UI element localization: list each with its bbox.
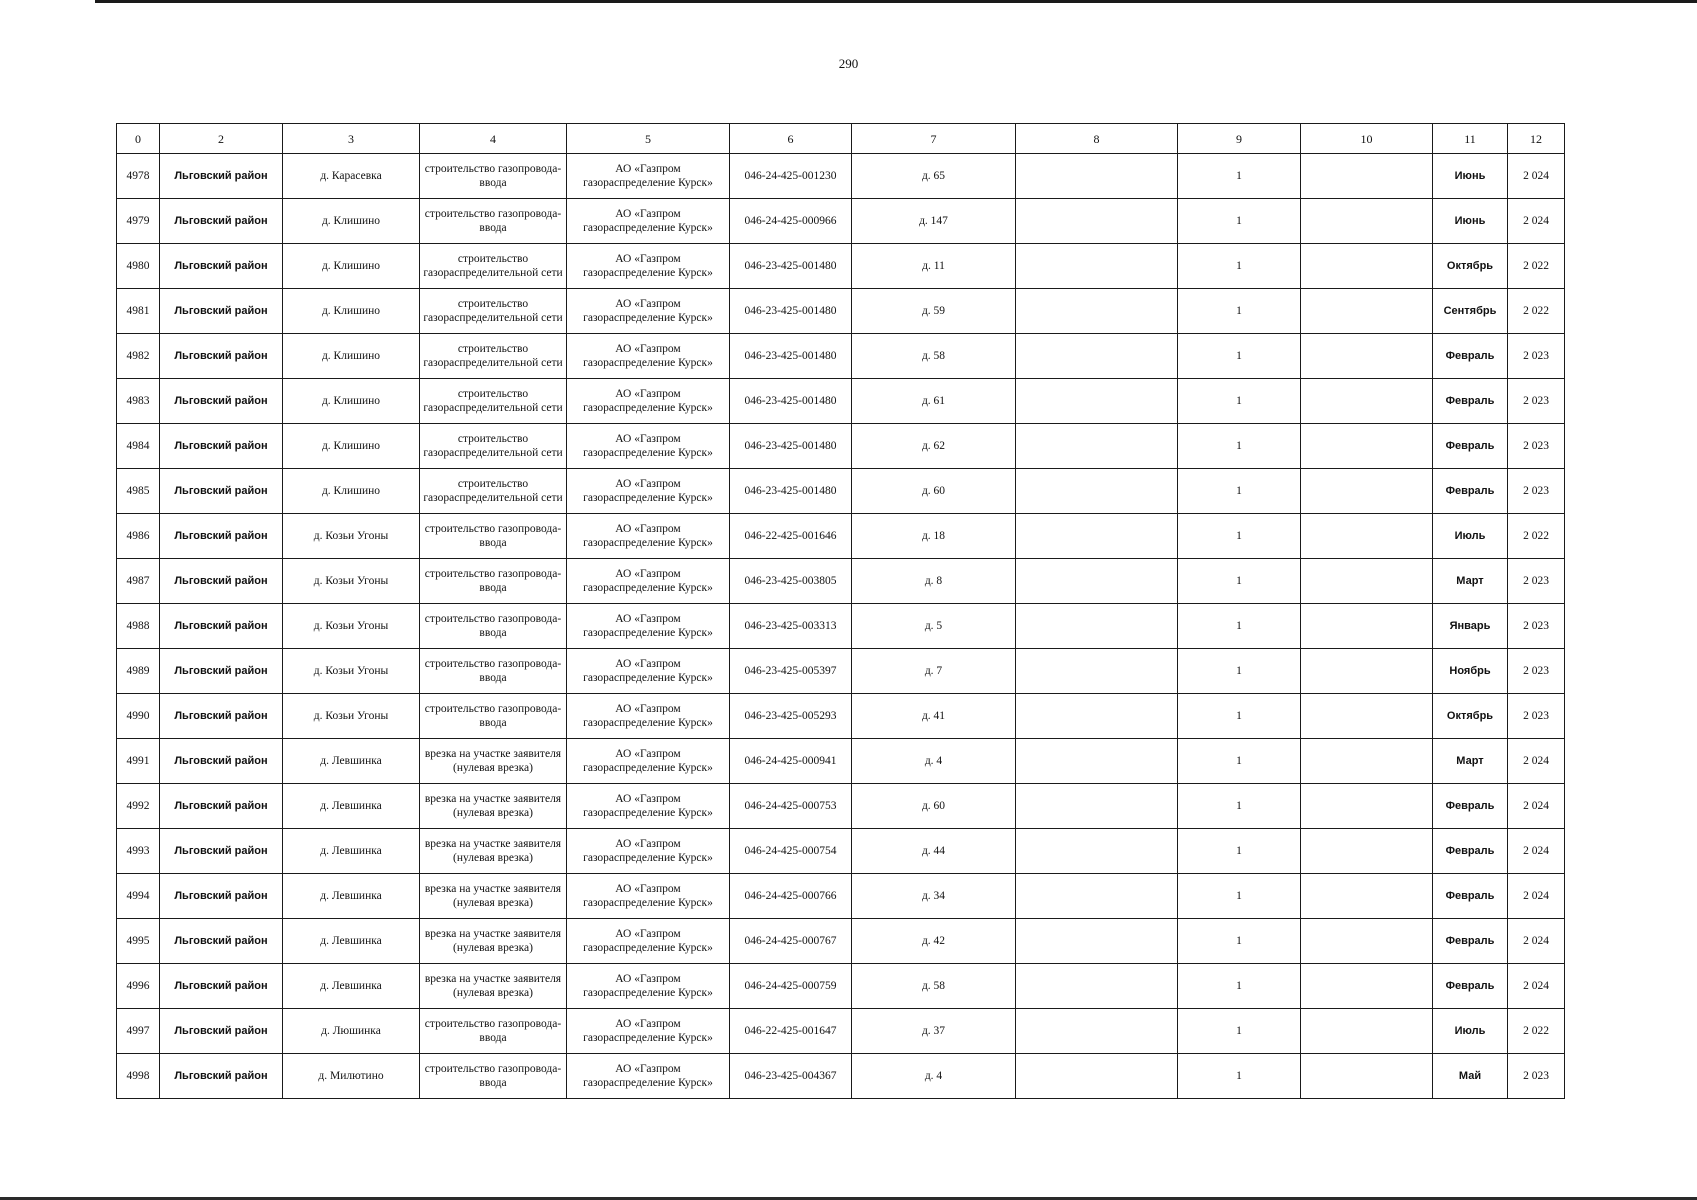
row-number: 4997 bbox=[117, 1009, 160, 1054]
organization-cell: АО «Газпром газораспределение Курск» bbox=[567, 154, 730, 199]
year-cell: 2 023 bbox=[1508, 334, 1565, 379]
column-8-cell bbox=[1016, 559, 1178, 604]
row-number: 4990 bbox=[117, 694, 160, 739]
organization-cell: АО «Газпром газораспределение Курск» bbox=[567, 649, 730, 694]
table-row bbox=[117, 649, 1565, 694]
locality-cell: д. Левшинка bbox=[283, 784, 420, 829]
quantity-cell: 1 bbox=[1178, 739, 1301, 784]
organization-cell: АО «Газпром газораспределение Курск» bbox=[567, 379, 730, 424]
row-number: 4981 bbox=[117, 289, 160, 334]
column-header: 12 bbox=[1508, 124, 1565, 154]
locality-cell: д. Клишино bbox=[283, 424, 420, 469]
row-number: 4978 bbox=[117, 154, 160, 199]
column-header: 0 bbox=[117, 124, 160, 154]
organization-cell: АО «Газпром газораспределение Курск» bbox=[567, 244, 730, 289]
district-cell: Льговский район bbox=[160, 739, 283, 784]
month-cell: Февраль bbox=[1433, 784, 1508, 829]
row-number: 4988 bbox=[117, 604, 160, 649]
year-cell: 2 022 bbox=[1508, 244, 1565, 289]
column-8-cell bbox=[1016, 829, 1178, 874]
year-cell: 2 024 bbox=[1508, 784, 1565, 829]
work-type-cell: врезка на участке заявителя (нулевая врезка) bbox=[420, 829, 567, 874]
district-cell: Льговский район bbox=[160, 154, 283, 199]
month-cell: Март bbox=[1433, 739, 1508, 784]
quantity-cell: 1 bbox=[1178, 154, 1301, 199]
year-cell: 2 022 bbox=[1508, 289, 1565, 334]
table-row bbox=[117, 289, 1565, 334]
district-cell: Льговский район bbox=[160, 244, 283, 289]
table-row bbox=[117, 694, 1565, 739]
locality-cell: д. Клишино bbox=[283, 379, 420, 424]
district-cell: Льговский район bbox=[160, 829, 283, 874]
column-10-cell bbox=[1301, 244, 1433, 289]
row-number: 4983 bbox=[117, 379, 160, 424]
column-8-cell bbox=[1016, 1054, 1178, 1099]
application-code-cell: 046-24-425-000753 bbox=[730, 784, 852, 829]
locality-cell: д. Клишино bbox=[283, 244, 420, 289]
year-cell: 2 023 bbox=[1508, 1054, 1565, 1099]
year-cell: 2 024 bbox=[1508, 874, 1565, 919]
work-type-cell: врезка на участке заявителя (нулевая врезка) bbox=[420, 964, 567, 1009]
quantity-cell: 1 bbox=[1178, 649, 1301, 694]
column-10-cell bbox=[1301, 1009, 1433, 1054]
work-type-cell: строительство газопровода-ввода bbox=[420, 199, 567, 244]
locality-cell: д. Милютино bbox=[283, 1054, 420, 1099]
quantity-cell: 1 bbox=[1178, 469, 1301, 514]
application-code-cell: 046-24-425-000767 bbox=[730, 919, 852, 964]
locality-cell: д. Клишино bbox=[283, 334, 420, 379]
row-number: 4995 bbox=[117, 919, 160, 964]
district-cell: Льговский район bbox=[160, 424, 283, 469]
house-number-cell: д. 18 bbox=[852, 514, 1016, 559]
header-row bbox=[117, 124, 1565, 154]
column-8-cell bbox=[1016, 739, 1178, 784]
organization-cell: АО «Газпром газораспределение Курск» bbox=[567, 469, 730, 514]
work-type-cell: строительство газопровода-ввода bbox=[420, 1009, 567, 1054]
year-cell: 2 022 bbox=[1508, 1009, 1565, 1054]
locality-cell: д. Козьи Угоны bbox=[283, 514, 420, 559]
quantity-cell: 1 bbox=[1178, 334, 1301, 379]
work-type-cell: строительство газораспределительной сети bbox=[420, 289, 567, 334]
organization-cell: АО «Газпром газораспределение Курск» bbox=[567, 424, 730, 469]
district-cell: Льговский район bbox=[160, 1054, 283, 1099]
column-8-cell bbox=[1016, 379, 1178, 424]
year-cell: 2 024 bbox=[1508, 739, 1565, 784]
locality-cell: д. Карасевка bbox=[283, 154, 420, 199]
column-10-cell bbox=[1301, 334, 1433, 379]
table-row bbox=[117, 964, 1565, 1009]
organization-cell: АО «Газпром газораспределение Курск» bbox=[567, 739, 730, 784]
month-cell: Май bbox=[1433, 1054, 1508, 1099]
quantity-cell: 1 bbox=[1178, 559, 1301, 604]
locality-cell: д. Левшинка bbox=[283, 829, 420, 874]
district-cell: Льговский район bbox=[160, 559, 283, 604]
month-cell: Февраль bbox=[1433, 964, 1508, 1009]
month-cell: Февраль bbox=[1433, 379, 1508, 424]
locality-cell: д. Левшинка bbox=[283, 874, 420, 919]
year-cell: 2 023 bbox=[1508, 694, 1565, 739]
quantity-cell: 1 bbox=[1178, 964, 1301, 1009]
column-10-cell bbox=[1301, 424, 1433, 469]
application-code-cell: 046-23-425-001480 bbox=[730, 469, 852, 514]
quantity-cell: 1 bbox=[1178, 694, 1301, 739]
column-header: 2 bbox=[160, 124, 283, 154]
year-cell: 2 024 bbox=[1508, 154, 1565, 199]
table-row bbox=[117, 919, 1565, 964]
column-10-cell bbox=[1301, 919, 1433, 964]
column-10-cell bbox=[1301, 649, 1433, 694]
column-8-cell bbox=[1016, 154, 1178, 199]
organization-cell: АО «Газпром газораспределение Курск» bbox=[567, 559, 730, 604]
house-number-cell: д. 60 bbox=[852, 469, 1016, 514]
column-header: 5 bbox=[567, 124, 730, 154]
column-10-cell bbox=[1301, 289, 1433, 334]
month-cell: Январь bbox=[1433, 604, 1508, 649]
month-cell: Октябрь bbox=[1433, 244, 1508, 289]
house-number-cell: д. 42 bbox=[852, 919, 1016, 964]
application-code-cell: 046-23-425-003313 bbox=[730, 604, 852, 649]
row-number: 4982 bbox=[117, 334, 160, 379]
table-row bbox=[117, 154, 1565, 199]
quantity-cell: 1 bbox=[1178, 874, 1301, 919]
month-cell: Февраль bbox=[1433, 424, 1508, 469]
year-cell: 2 023 bbox=[1508, 424, 1565, 469]
column-8-cell bbox=[1016, 289, 1178, 334]
table-row bbox=[117, 559, 1565, 604]
application-code-cell: 046-24-425-000759 bbox=[730, 964, 852, 1009]
quantity-cell: 1 bbox=[1178, 919, 1301, 964]
row-number: 4991 bbox=[117, 739, 160, 784]
column-header: 9 bbox=[1178, 124, 1301, 154]
table-row bbox=[117, 1054, 1565, 1099]
organization-cell: АО «Газпром газораспределение Курск» bbox=[567, 289, 730, 334]
column-10-cell bbox=[1301, 874, 1433, 919]
month-cell: Июнь bbox=[1433, 154, 1508, 199]
district-cell: Льговский район bbox=[160, 604, 283, 649]
organization-cell: АО «Газпром газораспределение Курск» bbox=[567, 334, 730, 379]
locality-cell: д. Люшинка bbox=[283, 1009, 420, 1054]
month-cell: Февраль bbox=[1433, 919, 1508, 964]
house-number-cell: д. 59 bbox=[852, 289, 1016, 334]
district-cell: Льговский район bbox=[160, 694, 283, 739]
column-10-cell bbox=[1301, 784, 1433, 829]
table-row bbox=[117, 334, 1565, 379]
column-8-cell bbox=[1016, 964, 1178, 1009]
row-number: 4994 bbox=[117, 874, 160, 919]
month-cell: Февраль bbox=[1433, 334, 1508, 379]
application-code-cell: 046-24-425-001230 bbox=[730, 154, 852, 199]
house-number-cell: д. 37 bbox=[852, 1009, 1016, 1054]
district-cell: Льговский район bbox=[160, 469, 283, 514]
year-cell: 2 023 bbox=[1508, 559, 1565, 604]
column-10-cell bbox=[1301, 739, 1433, 784]
house-number-cell: д. 4 bbox=[852, 1054, 1016, 1099]
organization-cell: АО «Газпром газораспределение Курск» bbox=[567, 829, 730, 874]
row-number: 4985 bbox=[117, 469, 160, 514]
column-10-cell bbox=[1301, 154, 1433, 199]
table-header bbox=[117, 124, 1565, 154]
work-type-cell: строительство газопровода-ввода bbox=[420, 649, 567, 694]
month-cell: Февраль bbox=[1433, 829, 1508, 874]
column-10-cell bbox=[1301, 964, 1433, 1009]
organization-cell: АО «Газпром газораспределение Курск» bbox=[567, 199, 730, 244]
work-type-cell: строительство газопровода-ввода bbox=[420, 514, 567, 559]
column-8-cell bbox=[1016, 334, 1178, 379]
register-table bbox=[116, 123, 1565, 1099]
column-8-cell bbox=[1016, 604, 1178, 649]
locality-cell: д. Козьи Угоны bbox=[283, 694, 420, 739]
column-10-cell bbox=[1301, 469, 1433, 514]
district-cell: Льговский район bbox=[160, 334, 283, 379]
locality-cell: д. Левшинка bbox=[283, 919, 420, 964]
year-cell: 2 022 bbox=[1508, 514, 1565, 559]
column-8-cell bbox=[1016, 649, 1178, 694]
organization-cell: АО «Газпром газораспределение Курск» bbox=[567, 964, 730, 1009]
work-type-cell: строительство газопровода-ввода bbox=[420, 559, 567, 604]
table-row bbox=[117, 514, 1565, 559]
district-cell: Льговский район bbox=[160, 289, 283, 334]
district-cell: Льговский район bbox=[160, 919, 283, 964]
locality-cell: д. Клишино bbox=[283, 469, 420, 514]
table-row bbox=[117, 739, 1565, 784]
application-code-cell: 046-23-425-003805 bbox=[730, 559, 852, 604]
house-number-cell: д. 11 bbox=[852, 244, 1016, 289]
row-number: 4980 bbox=[117, 244, 160, 289]
column-header: 3 bbox=[283, 124, 420, 154]
column-10-cell bbox=[1301, 1054, 1433, 1099]
table-row bbox=[117, 469, 1565, 514]
month-cell: Сентябрь bbox=[1433, 289, 1508, 334]
locality-cell: д. Левшинка bbox=[283, 739, 420, 784]
quantity-cell: 1 bbox=[1178, 1054, 1301, 1099]
row-number: 4996 bbox=[117, 964, 160, 1009]
organization-cell: АО «Газпром газораспределение Курск» bbox=[567, 919, 730, 964]
year-cell: 2 024 bbox=[1508, 199, 1565, 244]
quantity-cell: 1 bbox=[1178, 379, 1301, 424]
row-number: 4979 bbox=[117, 199, 160, 244]
table-row bbox=[117, 604, 1565, 649]
locality-cell: д. Клишино bbox=[283, 199, 420, 244]
application-code-cell: 046-23-425-001480 bbox=[730, 379, 852, 424]
column-10-cell bbox=[1301, 604, 1433, 649]
application-code-cell: 046-23-425-004367 bbox=[730, 1054, 852, 1099]
work-type-cell: строительство газопровода-ввода bbox=[420, 1054, 567, 1099]
organization-cell: АО «Газпром газораспределение Курск» bbox=[567, 874, 730, 919]
work-type-cell: врезка на участке заявителя (нулевая врезка) bbox=[420, 874, 567, 919]
table-row bbox=[117, 829, 1565, 874]
year-cell: 2 023 bbox=[1508, 379, 1565, 424]
column-header: 10 bbox=[1301, 124, 1433, 154]
quantity-cell: 1 bbox=[1178, 1009, 1301, 1054]
year-cell: 2 023 bbox=[1508, 469, 1565, 514]
table-row bbox=[117, 784, 1565, 829]
work-type-cell: строительство газораспределительной сети bbox=[420, 469, 567, 514]
house-number-cell: д. 58 bbox=[852, 964, 1016, 1009]
column-8-cell bbox=[1016, 244, 1178, 289]
work-type-cell: строительство газораспределительной сети bbox=[420, 244, 567, 289]
quantity-cell: 1 bbox=[1178, 784, 1301, 829]
work-type-cell: врезка на участке заявителя (нулевая врезка) bbox=[420, 919, 567, 964]
house-number-cell: д. 7 bbox=[852, 649, 1016, 694]
organization-cell: АО «Газпром газораспределение Курск» bbox=[567, 784, 730, 829]
column-header: 4 bbox=[420, 124, 567, 154]
work-type-cell: строительство газопровода-ввода bbox=[420, 604, 567, 649]
application-code-cell: 046-23-425-001480 bbox=[730, 334, 852, 379]
month-cell: Февраль bbox=[1433, 874, 1508, 919]
column-8-cell bbox=[1016, 694, 1178, 739]
quantity-cell: 1 bbox=[1178, 424, 1301, 469]
table-row bbox=[117, 379, 1565, 424]
work-type-cell: врезка на участке заявителя (нулевая врезка) bbox=[420, 784, 567, 829]
quantity-cell: 1 bbox=[1178, 829, 1301, 874]
locality-cell: д. Левшинка bbox=[283, 964, 420, 1009]
month-cell: Ноябрь bbox=[1433, 649, 1508, 694]
month-cell: Октябрь bbox=[1433, 694, 1508, 739]
work-type-cell: строительство газораспределительной сети bbox=[420, 424, 567, 469]
month-cell: Март bbox=[1433, 559, 1508, 604]
column-header: 6 bbox=[730, 124, 852, 154]
application-code-cell: 046-23-425-001480 bbox=[730, 289, 852, 334]
work-type-cell: строительство газопровода-ввода bbox=[420, 694, 567, 739]
table-row bbox=[117, 874, 1565, 919]
row-number: 4989 bbox=[117, 649, 160, 694]
row-number: 4993 bbox=[117, 829, 160, 874]
locality-cell: д. Козьи Угоны bbox=[283, 604, 420, 649]
scan-edge-top bbox=[95, 0, 1697, 3]
application-code-cell: 046-23-425-005397 bbox=[730, 649, 852, 694]
month-cell: Февраль bbox=[1433, 469, 1508, 514]
application-code-cell: 046-23-425-001480 bbox=[730, 244, 852, 289]
application-code-cell: 046-24-425-000941 bbox=[730, 739, 852, 784]
house-number-cell: д. 34 bbox=[852, 874, 1016, 919]
house-number-cell: д. 60 bbox=[852, 784, 1016, 829]
quantity-cell: 1 bbox=[1178, 244, 1301, 289]
quantity-cell: 1 bbox=[1178, 289, 1301, 334]
quantity-cell: 1 bbox=[1178, 199, 1301, 244]
year-cell: 2 024 bbox=[1508, 829, 1565, 874]
work-type-cell: строительство газораспределительной сети bbox=[420, 334, 567, 379]
organization-cell: АО «Газпром газораспределение Курск» bbox=[567, 514, 730, 559]
house-number-cell: д. 41 bbox=[852, 694, 1016, 739]
organization-cell: АО «Газпром газораспределение Курск» bbox=[567, 604, 730, 649]
table-body bbox=[117, 154, 1565, 1099]
page-number: 290 bbox=[838, 56, 859, 71]
column-10-cell bbox=[1301, 829, 1433, 874]
quantity-cell: 1 bbox=[1178, 604, 1301, 649]
column-8-cell bbox=[1016, 514, 1178, 559]
locality-cell: д. Козьи Угоны bbox=[283, 559, 420, 604]
column-8-cell bbox=[1016, 424, 1178, 469]
column-8-cell bbox=[1016, 874, 1178, 919]
work-type-cell: строительство газопровода-ввода bbox=[420, 154, 567, 199]
district-cell: Льговский район bbox=[160, 784, 283, 829]
column-8-cell bbox=[1016, 199, 1178, 244]
year-cell: 2 023 bbox=[1508, 649, 1565, 694]
house-number-cell: д. 147 bbox=[852, 199, 1016, 244]
row-number: 4992 bbox=[117, 784, 160, 829]
column-8-cell bbox=[1016, 784, 1178, 829]
table-row bbox=[117, 244, 1565, 289]
application-code-cell: 046-22-425-001646 bbox=[730, 514, 852, 559]
column-10-cell bbox=[1301, 559, 1433, 604]
table-row bbox=[117, 199, 1565, 244]
application-code-cell: 046-23-425-001480 bbox=[730, 424, 852, 469]
column-10-cell bbox=[1301, 199, 1433, 244]
house-number-cell: д. 61 bbox=[852, 379, 1016, 424]
column-8-cell bbox=[1016, 1009, 1178, 1054]
organization-cell: АО «Газпром газораспределение Курск» bbox=[567, 1009, 730, 1054]
work-type-cell: строительство газораспределительной сети bbox=[420, 379, 567, 424]
district-cell: Льговский район bbox=[160, 379, 283, 424]
year-cell: 2 024 bbox=[1508, 919, 1565, 964]
application-code-cell: 046-23-425-005293 bbox=[730, 694, 852, 739]
row-number: 4984 bbox=[117, 424, 160, 469]
house-number-cell: д. 5 bbox=[852, 604, 1016, 649]
house-number-cell: д. 8 bbox=[852, 559, 1016, 604]
application-code-cell: 046-24-425-000966 bbox=[730, 199, 852, 244]
row-number: 4998 bbox=[117, 1054, 160, 1099]
column-10-cell bbox=[1301, 379, 1433, 424]
column-8-cell bbox=[1016, 919, 1178, 964]
column-10-cell bbox=[1301, 694, 1433, 739]
house-number-cell: д. 4 bbox=[852, 739, 1016, 784]
month-cell: Июль bbox=[1433, 514, 1508, 559]
organization-cell: АО «Газпром газораспределение Курск» bbox=[567, 1054, 730, 1099]
application-code-cell: 046-24-425-000754 bbox=[730, 829, 852, 874]
table-row bbox=[117, 424, 1565, 469]
column-8-cell bbox=[1016, 469, 1178, 514]
table-row bbox=[117, 1009, 1565, 1054]
district-cell: Льговский район bbox=[160, 874, 283, 919]
district-cell: Льговский район bbox=[160, 1009, 283, 1054]
district-cell: Льговский район bbox=[160, 199, 283, 244]
locality-cell: д. Козьи Угоны bbox=[283, 649, 420, 694]
row-number: 4987 bbox=[117, 559, 160, 604]
column-header: 8 bbox=[1016, 124, 1178, 154]
organization-cell: АО «Газпром газораспределение Курск» bbox=[567, 694, 730, 739]
column-header: 7 bbox=[852, 124, 1016, 154]
column-10-cell bbox=[1301, 514, 1433, 559]
district-cell: Льговский район bbox=[160, 649, 283, 694]
month-cell: Июль bbox=[1433, 1009, 1508, 1054]
house-number-cell: д. 65 bbox=[852, 154, 1016, 199]
work-type-cell: врезка на участке заявителя (нулевая врезка) bbox=[420, 739, 567, 784]
year-cell: 2 023 bbox=[1508, 604, 1565, 649]
column-header: 11 bbox=[1433, 124, 1508, 154]
month-cell: Июнь bbox=[1433, 199, 1508, 244]
quantity-cell: 1 bbox=[1178, 514, 1301, 559]
house-number-cell: д. 62 bbox=[852, 424, 1016, 469]
district-cell: Льговский район bbox=[160, 514, 283, 559]
row-number: 4986 bbox=[117, 514, 160, 559]
house-number-cell: д. 44 bbox=[852, 829, 1016, 874]
locality-cell: д. Клишино bbox=[283, 289, 420, 334]
house-number-cell: д. 58 bbox=[852, 334, 1016, 379]
district-cell: Льговский район bbox=[160, 964, 283, 1009]
year-cell: 2 024 bbox=[1508, 964, 1565, 1009]
application-code-cell: 046-22-425-001647 bbox=[730, 1009, 852, 1054]
application-code-cell: 046-24-425-000766 bbox=[730, 874, 852, 919]
